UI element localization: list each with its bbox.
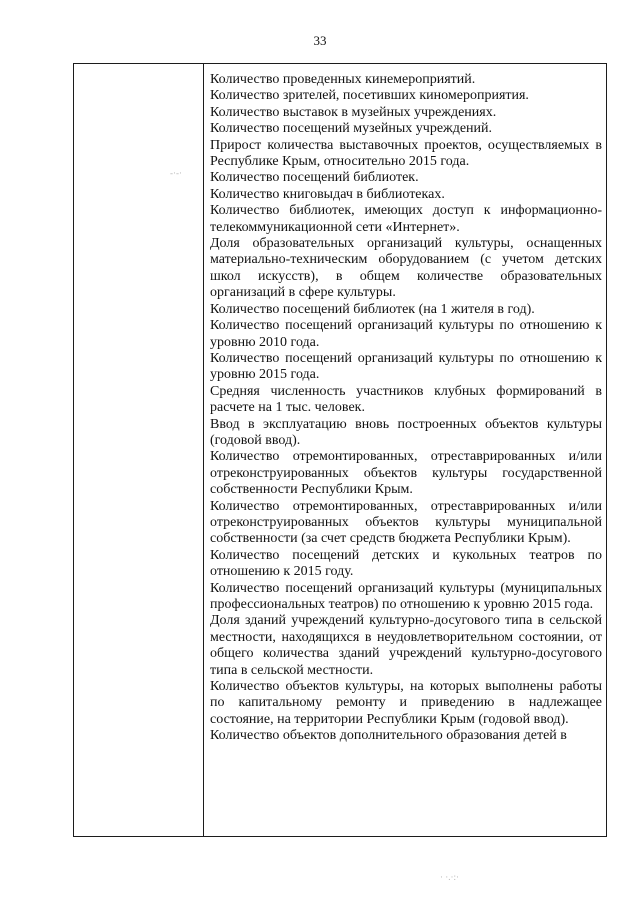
indicator-entry: Средняя численность участников клубных формирований в расчете на 1 тыс. человек.	[210, 383, 602, 416]
page-number: 33	[313, 33, 327, 48]
indicator-entry: Количество выставок в музейных учреждениях.	[210, 104, 497, 120]
indicators-table	[73, 63, 607, 837]
scan-artifact: · ·.·:·	[440, 872, 459, 882]
indicator-entry: Количество отремонтированных, отреставрированных и/или отреконструированных объектов культуры муниципальной собственности (за счет средств бюджета Республики Крым).	[210, 498, 602, 547]
indicator-entry: Количество посещений организаций культуры (муниципальных профессиональных театров) по отношению к уровню 2015 года.	[210, 580, 602, 612]
indicator-entry: Количество посещений библиотек (на 1 жителя в год).	[210, 301, 535, 317]
indicator-entry: Ввод в эксплуатацию вновь построенных объектов культуры (годовой ввод).	[210, 416, 602, 448]
indicator-entry: Количество проведенных кинемероприятий.	[210, 72, 476, 87]
table-left-column	[74, 64, 204, 836]
indicator-entry: Доля зданий учреждений культурно-досугового типа в сельской местности, находящихся в неудовлетворительном состоянии, от общего количества зданий учреждений культурно-досугового типа в сельской местности.	[210, 613, 602, 678]
table-right-column	[210, 72, 602, 745]
indicator-entry: Количество объектов культуры, на которых выполнены работы по капитальному ремонту и приведению в надлежащее состояние, на территории Республики Крым (годовой ввод).	[210, 679, 602, 727]
indicator-entry: Доля образовательных организаций культуры, оснащенных материально-техническим оборудованием (с учетом детских школ искусств), в общем количестве образовательных организаций в сфере культуры.	[210, 236, 602, 301]
indicator-entry: Количество зрителей, посетивших киномероприятия.	[210, 88, 529, 104]
indicator-entry: Количество посещений библиотек.	[210, 170, 419, 186]
indicator-entry: Количество посещений организаций культуры по отношению к уровню 2015 года.	[210, 350, 602, 383]
scan-artifact: -·-·	[170, 168, 182, 178]
indicator-entry: Количество книговыдач в библиотеках.	[210, 186, 445, 202]
indicator-entry: Количество посещений музейных учреждений.	[210, 121, 493, 137]
indicator-entry: Количество объектов дополнительного образования детей в	[210, 728, 567, 744]
indicator-entry: Количество посещений детских и кукольных театров по отношению к 2015 году.	[210, 547, 602, 580]
indicator-entry: Количество библиотек, имеющих доступ к информационно-телекоммуникационной сети «Интернет».	[210, 203, 602, 235]
indicator-entry: Прирост количества выставочных проектов, осуществляемых в Республике Крым, относительно 2015 года.	[210, 137, 602, 170]
indicator-entry: Количество отремонтированных, отреставрированных и/или отреконструированных объектов культуры государственной собственности Республики Крым.	[210, 449, 602, 498]
indicator-entry: Количество посещений организаций культуры по отношению к уровню 2010 года.	[210, 318, 602, 350]
